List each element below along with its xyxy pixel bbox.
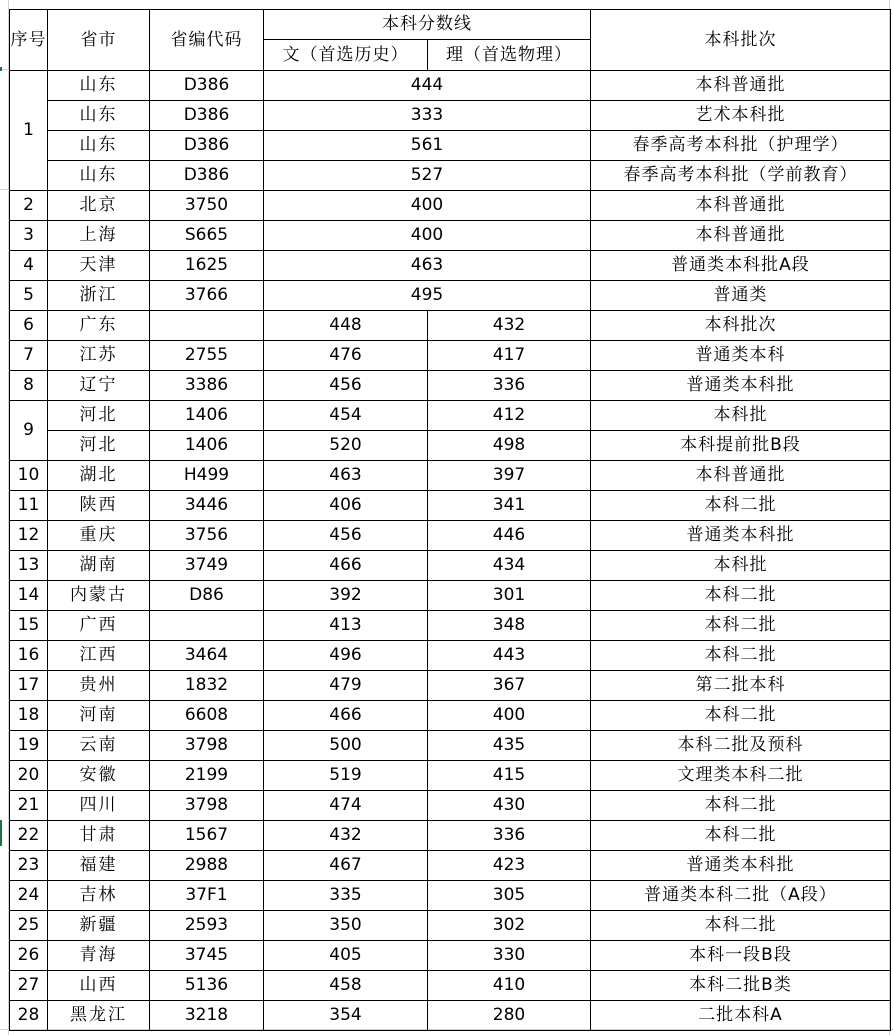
arts-score-cell[interactable]: 466 <box>264 551 428 581</box>
science-score-cell[interactable]: 443 <box>428 641 591 671</box>
code-cell[interactable]: 1406 <box>150 431 264 461</box>
table-row <box>10 851 891 881</box>
batch-cell[interactable]: 本科普通批 <box>591 191 891 221</box>
arts-score-cell[interactable]: 479 <box>264 671 428 701</box>
table-row <box>10 941 891 971</box>
science-score-cell[interactable]: 434 <box>428 551 591 581</box>
science-score-cell[interactable]: 417 <box>428 341 591 371</box>
table-row <box>10 371 891 401</box>
batch-cell[interactable]: 普通类 <box>591 281 891 311</box>
batch-cell[interactable]: 第二批本科 <box>591 671 891 701</box>
batch-cell[interactable]: 普通类本科批A段 <box>591 251 891 281</box>
table-row <box>10 581 891 611</box>
arts-score-cell[interactable]: 354 <box>264 1001 428 1031</box>
table-row <box>10 911 891 941</box>
header-province[interactable]: 省市 <box>48 10 150 71</box>
code-cell[interactable]: 1832 <box>150 671 264 701</box>
batch-cell[interactable]: 本科批次 <box>591 311 891 341</box>
table-row <box>10 311 891 341</box>
row-selection-marker <box>0 820 2 846</box>
batch-cell[interactable]: 本科二批 <box>591 491 891 521</box>
code-cell[interactable]: D86 <box>150 581 264 611</box>
arts-score-cell[interactable]: 405 <box>264 941 428 971</box>
province-cell[interactable]: 内蒙古 <box>48 581 150 611</box>
arts-score-cell[interactable]: 467 <box>264 851 428 881</box>
science-score-cell[interactable]: 430 <box>428 791 591 821</box>
province-cell[interactable]: 新疆 <box>48 911 150 941</box>
seq-cell[interactable]: 23 <box>10 851 48 881</box>
seq-cell[interactable]: 28 <box>10 1001 48 1031</box>
header-science[interactable]: 理（首选物理） <box>428 40 591 71</box>
code-cell[interactable]: 3464 <box>150 641 264 671</box>
seq-cell[interactable]: 9 <box>10 401 48 461</box>
code-cell[interactable]: D386 <box>150 131 264 161</box>
code-cell[interactable]: D386 <box>150 71 264 101</box>
arts-score-cell[interactable]: 392 <box>264 581 428 611</box>
province-cell[interactable]: 甘肃 <box>48 821 150 851</box>
science-score-cell[interactable]: 410 <box>428 971 591 1001</box>
province-cell[interactable]: 贵州 <box>48 671 150 701</box>
batch-cell[interactable]: 普通类本科二批（A段） <box>591 881 891 911</box>
province-cell[interactable]: 北京 <box>48 191 150 221</box>
header-batch[interactable]: 本科批次 <box>591 10 891 71</box>
table-row <box>10 551 891 581</box>
seq-cell[interactable]: 13 <box>10 551 48 581</box>
seq-cell[interactable]: 18 <box>10 701 48 731</box>
province-cell[interactable]: 山东 <box>48 71 150 101</box>
seq-cell[interactable]: 15 <box>10 611 48 641</box>
batch-cell[interactable]: 本科二批 <box>591 701 891 731</box>
code-cell[interactable]: 37F1 <box>150 881 264 911</box>
gridline <box>0 189 9 190</box>
batch-cell[interactable]: 本科二批 <box>591 611 891 641</box>
seq-cell[interactable]: 16 <box>10 641 48 671</box>
seq-cell[interactable]: 12 <box>10 521 48 551</box>
seq-cell[interactable]: 8 <box>10 371 48 401</box>
batch-cell[interactable]: 春季高考本科批（护理学） <box>591 131 891 161</box>
table-row <box>10 161 891 191</box>
science-score-cell[interactable]: 302 <box>428 911 591 941</box>
seq-cell[interactable]: 27 <box>10 971 48 1001</box>
province-cell[interactable]: 上海 <box>48 221 150 251</box>
table-row <box>10 641 891 671</box>
score-cell[interactable]: 463 <box>264 251 591 281</box>
table-row <box>10 731 891 761</box>
table-row <box>10 1001 891 1031</box>
code-cell[interactable]: 1406 <box>150 401 264 431</box>
science-score-cell[interactable]: 301 <box>428 581 591 611</box>
batch-cell[interactable]: 本科二批 <box>591 641 891 671</box>
table-row <box>10 521 891 551</box>
score-cell[interactable]: 400 <box>264 191 591 221</box>
province-cell[interactable]: 广东 <box>48 311 150 341</box>
province-cell[interactable]: 湖南 <box>48 551 150 581</box>
arts-score-cell[interactable]: 520 <box>264 431 428 461</box>
province-cell[interactable]: 河北 <box>48 431 150 461</box>
batch-cell[interactable]: 普通类本科批 <box>591 851 891 881</box>
science-score-cell[interactable]: 400 <box>428 701 591 731</box>
batch-cell[interactable]: 普通类本科批 <box>591 371 891 401</box>
province-cell[interactable]: 四川 <box>48 791 150 821</box>
science-score-cell[interactable]: 367 <box>428 671 591 701</box>
arts-score-cell[interactable]: 350 <box>264 911 428 941</box>
science-score-cell[interactable]: 435 <box>428 731 591 761</box>
province-cell[interactable]: 浙江 <box>48 281 150 311</box>
table-row <box>10 131 891 161</box>
table-row <box>10 761 891 791</box>
table-row <box>10 431 891 461</box>
code-cell[interactable]: 3446 <box>150 491 264 521</box>
table-row <box>10 401 891 431</box>
code-cell[interactable]: 2755 <box>150 341 264 371</box>
batch-cell[interactable]: 艺术本科批 <box>591 101 891 131</box>
seq-cell[interactable]: 10 <box>10 461 48 491</box>
arts-score-cell[interactable]: 454 <box>264 401 428 431</box>
code-cell[interactable]: 1625 <box>150 251 264 281</box>
code-cell[interactable]: 6608 <box>150 701 264 731</box>
table-row <box>10 461 891 491</box>
batch-cell[interactable]: 本科二批 <box>591 821 891 851</box>
arts-score-cell[interactable]: 413 <box>264 611 428 641</box>
row-selection-marker <box>0 67 2 71</box>
province-cell[interactable]: 黑龙江 <box>48 1001 150 1031</box>
table-row <box>10 611 891 641</box>
header-seq[interactable]: 序号 <box>10 10 48 71</box>
science-score-cell[interactable]: 423 <box>428 851 591 881</box>
code-cell[interactable]: 3386 <box>150 371 264 401</box>
province-cell[interactable]: 山东 <box>48 131 150 161</box>
table-row <box>10 191 891 221</box>
science-score-cell[interactable]: 330 <box>428 941 591 971</box>
province-cell[interactable]: 河南 <box>48 701 150 731</box>
batch-cell[interactable]: 文理类本科二批 <box>591 761 891 791</box>
seq-cell[interactable]: 17 <box>10 671 48 701</box>
code-cell[interactable]: 1567 <box>150 821 264 851</box>
province-cell[interactable]: 江西 <box>48 641 150 671</box>
seq-cell[interactable]: 1 <box>10 71 48 191</box>
header-arts[interactable]: 文（首选历史） <box>264 40 428 71</box>
arts-score-cell[interactable]: 500 <box>264 731 428 761</box>
province-cell[interactable]: 山东 <box>48 101 150 131</box>
seq-cell[interactable]: 3 <box>10 221 48 251</box>
science-score-cell[interactable]: 446 <box>428 521 591 551</box>
batch-cell[interactable]: 春季高考本科批（学前教育） <box>591 161 891 191</box>
seq-cell[interactable]: 4 <box>10 251 48 281</box>
arts-score-cell[interactable]: 456 <box>264 371 428 401</box>
batch-cell[interactable]: 本科普通批 <box>591 461 891 491</box>
score-table <box>9 9 891 1031</box>
table-row <box>10 791 891 821</box>
batch-cell[interactable]: 本科一段B段 <box>591 941 891 971</box>
province-cell[interactable]: 福建 <box>48 851 150 881</box>
table-row <box>10 821 891 851</box>
code-cell[interactable]: 3750 <box>150 191 264 221</box>
code-cell[interactable]: D386 <box>150 161 264 191</box>
code-cell[interactable]: 2593 <box>150 911 264 941</box>
code-cell[interactable]: 2988 <box>150 851 264 881</box>
science-score-cell[interactable]: 432 <box>428 311 591 341</box>
science-score-cell[interactable]: 412 <box>428 401 591 431</box>
science-score-cell[interactable]: 341 <box>428 491 591 521</box>
table-row <box>10 341 891 371</box>
batch-cell[interactable]: 本科批 <box>591 401 891 431</box>
score-cell[interactable]: 495 <box>264 281 591 311</box>
province-cell[interactable]: 安徽 <box>48 761 150 791</box>
code-cell[interactable]: D386 <box>150 101 264 131</box>
table-row <box>10 701 891 731</box>
province-cell[interactable]: 重庆 <box>48 521 150 551</box>
science-score-cell[interactable]: 305 <box>428 881 591 911</box>
arts-score-cell[interactable]: 458 <box>264 971 428 1001</box>
code-cell[interactable]: 3798 <box>150 731 264 761</box>
science-score-cell[interactable]: 498 <box>428 431 591 461</box>
arts-score-cell[interactable]: 432 <box>264 821 428 851</box>
arts-score-cell[interactable]: 474 <box>264 791 428 821</box>
batch-cell[interactable]: 本科二批 <box>591 911 891 941</box>
batch-cell[interactable]: 本科二批 <box>591 791 891 821</box>
code-cell[interactable] <box>150 311 264 341</box>
table-row <box>10 101 891 131</box>
province-cell[interactable]: 云南 <box>48 731 150 761</box>
batch-cell[interactable]: 普通类本科批 <box>591 521 891 551</box>
batch-cell[interactable]: 本科二批 <box>591 581 891 611</box>
seq-cell[interactable]: 21 <box>10 791 48 821</box>
score-cell[interactable]: 561 <box>264 131 591 161</box>
province-cell[interactable]: 河北 <box>48 401 150 431</box>
batch-cell[interactable]: 本科普通批 <box>591 221 891 251</box>
province-cell[interactable]: 吉林 <box>48 881 150 911</box>
seq-cell[interactable]: 2 <box>10 191 48 221</box>
code-cell[interactable]: 3798 <box>150 791 264 821</box>
seq-cell[interactable]: 22 <box>10 821 48 851</box>
score-cell[interactable]: 527 <box>264 161 591 191</box>
code-cell[interactable]: S665 <box>150 221 264 251</box>
table-row <box>10 71 891 101</box>
province-cell[interactable]: 山东 <box>48 161 150 191</box>
score-cell[interactable]: 333 <box>264 101 591 131</box>
province-cell[interactable]: 天津 <box>48 251 150 281</box>
seq-cell[interactable]: 19 <box>10 731 48 761</box>
arts-score-cell[interactable]: 463 <box>264 461 428 491</box>
province-cell[interactable]: 江苏 <box>48 341 150 371</box>
code-cell[interactable]: 5136 <box>150 971 264 1001</box>
code-cell[interactable]: 3218 <box>150 1001 264 1031</box>
seq-cell[interactable]: 25 <box>10 911 48 941</box>
seq-cell[interactable]: 5 <box>10 281 48 311</box>
code-cell[interactable] <box>150 611 264 641</box>
header-score-group[interactable]: 本科分数线 <box>264 10 591 40</box>
seq-cell[interactable]: 24 <box>10 881 48 911</box>
batch-cell[interactable]: 普通类本科 <box>591 341 891 371</box>
batch-cell[interactable]: 本科提前批B段 <box>591 431 891 461</box>
code-cell[interactable]: H499 <box>150 461 264 491</box>
table-row <box>10 251 891 281</box>
batch-cell[interactable]: 本科批 <box>591 551 891 581</box>
table-row <box>10 281 891 311</box>
province-cell[interactable]: 广西 <box>48 611 150 641</box>
science-score-cell[interactable]: 397 <box>428 461 591 491</box>
seq-cell[interactable]: 7 <box>10 341 48 371</box>
arts-score-cell[interactable]: 448 <box>264 311 428 341</box>
table-row <box>10 671 891 701</box>
arts-score-cell[interactable]: 519 <box>264 761 428 791</box>
code-cell[interactable]: 3745 <box>150 941 264 971</box>
arts-score-cell[interactable]: 476 <box>264 341 428 371</box>
batch-cell[interactable]: 本科二批及预科 <box>591 731 891 761</box>
code-cell[interactable]: 3766 <box>150 281 264 311</box>
province-cell[interactable]: 湖北 <box>48 461 150 491</box>
header-code[interactable]: 省编代码 <box>150 10 264 71</box>
science-score-cell[interactable]: 336 <box>428 821 591 851</box>
seq-cell[interactable]: 14 <box>10 581 48 611</box>
batch-cell[interactable]: 本科二批B类 <box>591 971 891 1001</box>
seq-cell[interactable]: 20 <box>10 761 48 791</box>
seq-cell[interactable]: 11 <box>10 491 48 521</box>
arts-score-cell[interactable]: 406 <box>264 491 428 521</box>
science-score-cell[interactable]: 336 <box>428 371 591 401</box>
arts-score-cell[interactable]: 466 <box>264 701 428 731</box>
code-cell[interactable]: 3756 <box>150 521 264 551</box>
science-score-cell[interactable]: 415 <box>428 761 591 791</box>
table-row <box>10 971 891 1001</box>
province-cell[interactable]: 陕西 <box>48 491 150 521</box>
arts-score-cell[interactable]: 456 <box>264 521 428 551</box>
table-row <box>10 221 891 251</box>
seq-cell[interactable]: 6 <box>10 311 48 341</box>
seq-cell[interactable]: 26 <box>10 941 48 971</box>
left-gridline-column <box>0 0 9 1035</box>
arts-score-cell[interactable]: 335 <box>264 881 428 911</box>
code-cell[interactable]: 3749 <box>150 551 264 581</box>
score-cell[interactable]: 444 <box>264 71 591 101</box>
code-cell[interactable]: 2199 <box>150 761 264 791</box>
table-row <box>10 491 891 521</box>
science-score-cell[interactable]: 280 <box>428 1001 591 1031</box>
score-cell[interactable]: 400 <box>264 221 591 251</box>
table-row <box>10 881 891 911</box>
batch-cell[interactable]: 本科普通批 <box>591 71 891 101</box>
province-cell[interactable]: 辽宁 <box>48 371 150 401</box>
batch-cell[interactable]: 二批本科A <box>591 1001 891 1031</box>
science-score-cell[interactable]: 348 <box>428 611 591 641</box>
arts-score-cell[interactable]: 496 <box>264 641 428 671</box>
province-cell[interactable]: 青海 <box>48 941 150 971</box>
province-cell[interactable]: 山西 <box>48 971 150 1001</box>
